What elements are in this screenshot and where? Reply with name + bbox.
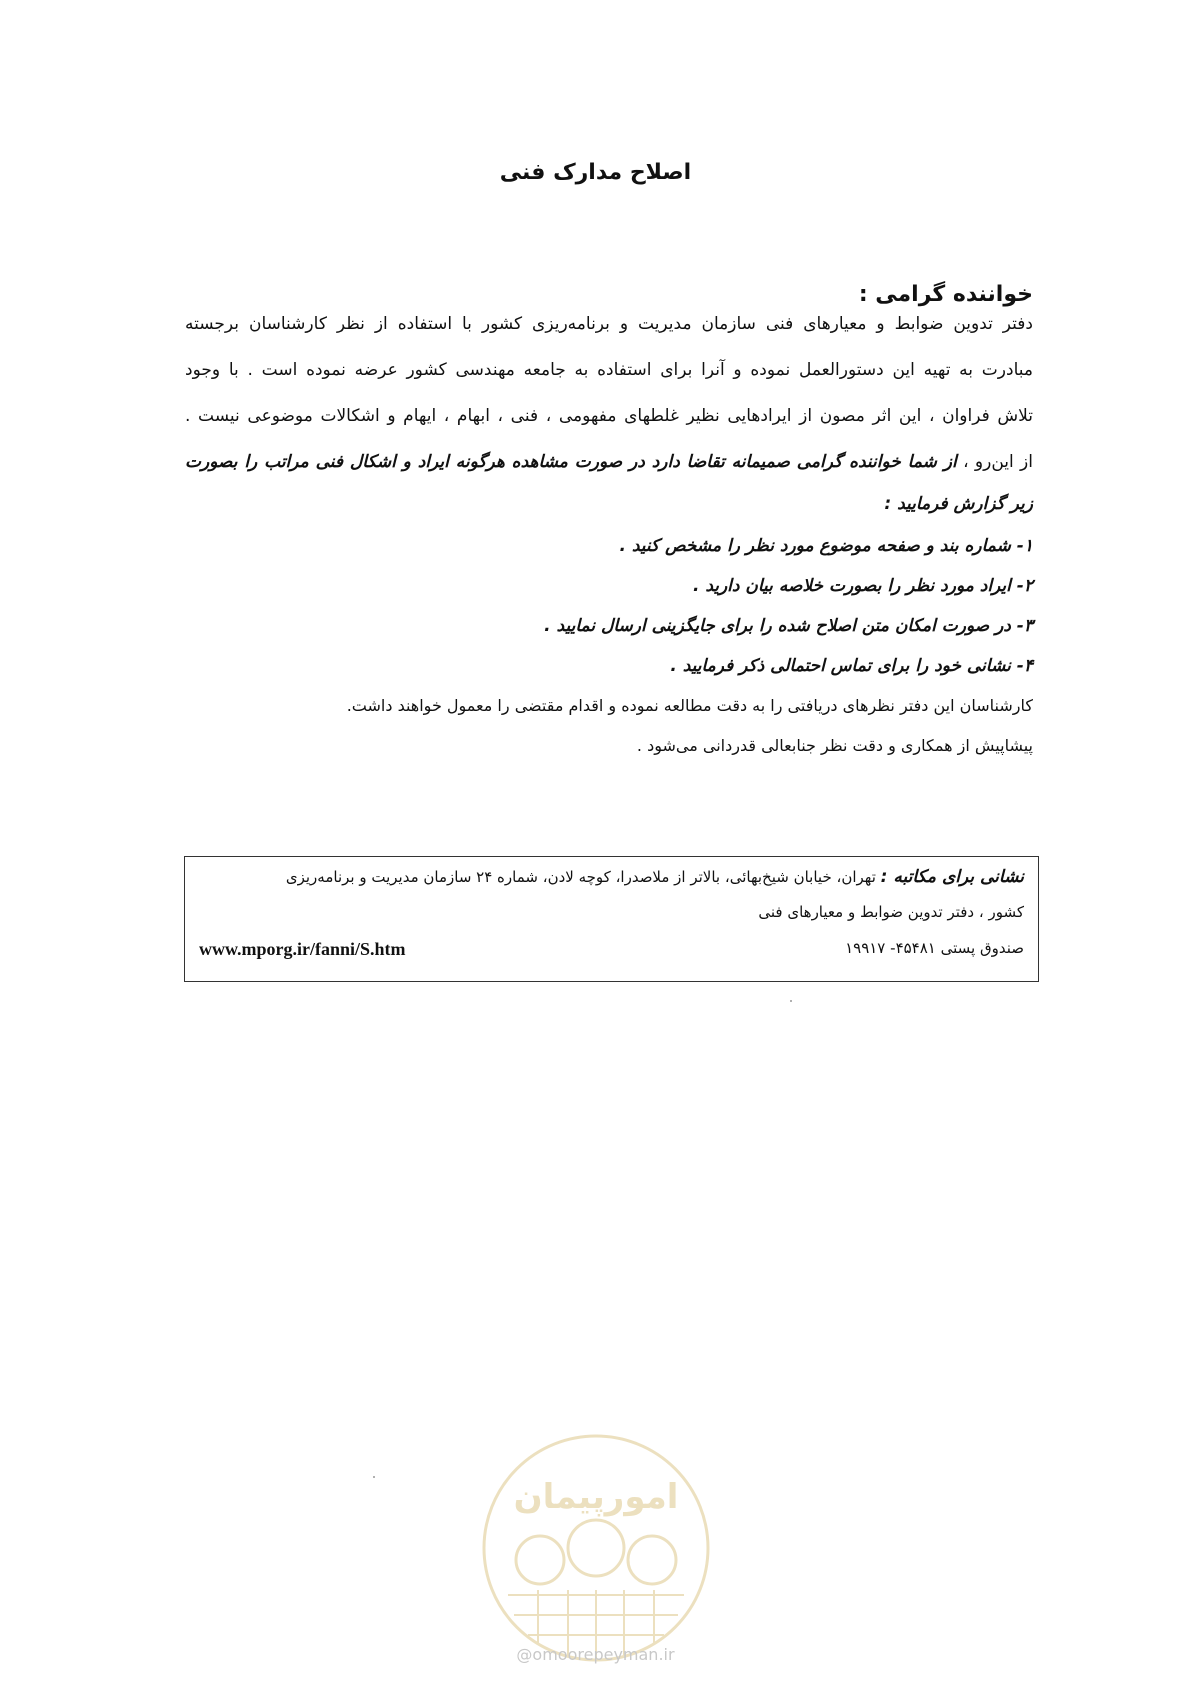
list-item-4: ۴- نشانی خود را برای تماس احتمالی ذکر فرمایید . [670,656,1033,676]
address-label: نشانی برای مکاتبه : [880,867,1024,887]
watermark-logo-text: امورپیمان [513,1477,679,1517]
paragraph-line-3: تلاش فراوان ، این اثر مصون از ایرادهایی نظیر غلطهای مفهومی ، فنی ، ابهام ، ایهام و اشکالات موضوعی نیست . [185,406,1033,426]
request-prefix: از این‌رو ، [963,452,1033,472]
request-text: از شما خواننده گرامی صمیمانه تقاضا دارد در صورت مشاهده هرگونه ایراد و اشکال فنی مراتب را بصورت [185,452,957,472]
list-item-1: ۱- شماره بند و صفحه موضوع مورد نظر را مشخص کنید . [619,536,1033,556]
address-text-1: تهران، خیابان شیخ‌بهائی، بالاتر از ملاصدرا، کوچه لادن، شماره ۲۴ سازمان مدیریت و برنامه‌ریزی [285,868,876,886]
list-item-2: ۲- ایراد مورد نظر را بصورت خلاصه بیان دارید . [692,576,1033,596]
paragraph-line-2: مبادرت به تهیه این دستورالعمل نموده و آنرا برای استفاده به جامعه مهندسی کشور عرضه نموده است . با وجود [185,360,1033,380]
request-line-1 [185,452,1033,472]
website-link[interactable]: www.mporg.ir/fanni/S.htm [199,939,406,959]
scan-speck [373,1476,375,1478]
page-title: اصلاح مدارک فنی [499,160,692,185]
address-line-3: صندوق پستی ۴۵۴۸۱- ۱۹۹۱۷ [845,939,1024,957]
closing-line-1: کارشناسان این دفتر نظرهای دریافتی را به دقت مطالعه نموده و اقدام مقتضی را معمول خواهند داشت. [346,696,1033,715]
closing-line-2: پیشاپیش از همکاری و دقت نظر جنابعالی قدردانی می‌شود . [636,736,1033,755]
list-item-3: ۳- در صورت امکان متن اصلاح شده را برای جایگزینی ارسال نمایید . [544,616,1033,636]
scan-speck [790,1000,792,1002]
request-line-2: زیر گزارش فرمایید : [884,494,1033,514]
salutation: خواننده گرامی : [858,282,1033,307]
watermark-site: @omoorepeyman.ir [516,1645,675,1664]
watermark-logo [478,1430,714,1666]
address-line-2: کشور ، دفتر تدوین ضوابط و معیارهای فنی [758,903,1024,921]
address-line-1 [286,867,1024,887]
paragraph-line-1: دفتر تدوین ضوابط و معیارهای فنی سازمان مدیریت و برنامه‌ریزی کشور با استفاده از نظر کارشناسان برجسته [185,314,1033,334]
address-box [184,856,1039,982]
